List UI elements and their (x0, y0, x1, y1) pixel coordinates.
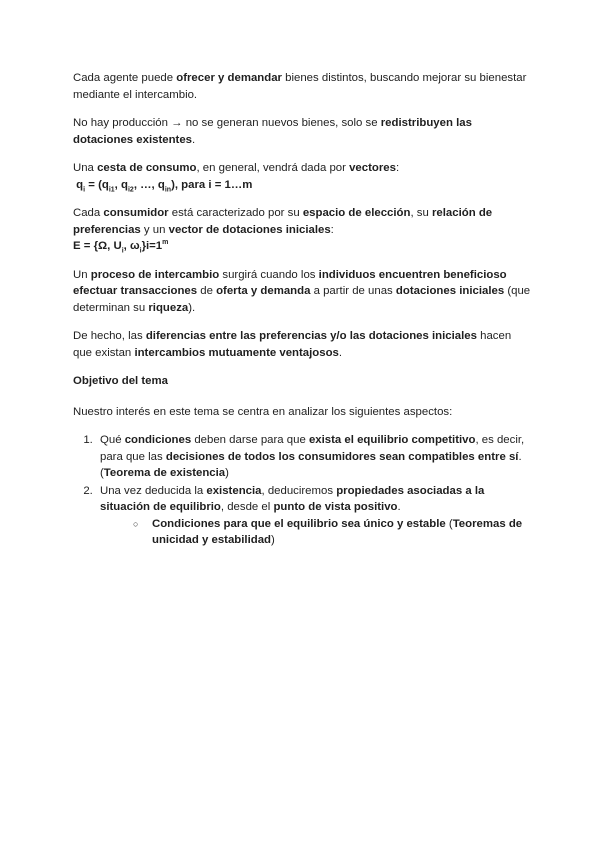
bold-text: diferencias entre las preferencias y/o las dotaciones iniciales (145, 330, 477, 342)
economy-formula (73, 239, 169, 255)
bold-text: Teoremas de unicidad y estabilidad (152, 517, 523, 546)
text: deben darse para que (191, 434, 309, 446)
section-heading: Objetivo del tema (73, 375, 168, 387)
text: ) (225, 467, 229, 479)
text: Un (73, 268, 91, 281)
bold-text: Condiciones para que el equilibrio sea único y estable (152, 517, 446, 530)
text: Cada (73, 207, 104, 219)
text: . ( (100, 450, 522, 479)
bold-text: dotaciones iniciales (395, 285, 505, 297)
paragraph-differences (73, 328, 533, 361)
bold-text: consumidor (103, 207, 169, 219)
bold-text: riqueza (148, 301, 189, 314)
bold-text: intercambios mutuamente ventajosos (134, 346, 339, 359)
text: . (192, 133, 196, 146)
paragraph-interest: Nuestro interés en este tema se centra en analizar los siguientes aspectos: (73, 405, 453, 418)
paragraph-no-production (73, 115, 533, 148)
circle-bullet-icon: ○ (133, 518, 139, 529)
text: , es decir, para que las (100, 434, 525, 463)
text: a partir de unas (310, 285, 396, 297)
text: : (330, 223, 334, 236)
text: ( (445, 517, 453, 530)
bold-text: cesta de consumo (97, 162, 197, 174)
aspects-list (73, 432, 533, 549)
bold-text: individuos encuentren beneficioso efectuar transacciones (73, 268, 507, 297)
text: , desde el (220, 501, 274, 513)
text: Qué (100, 434, 125, 446)
bold-text: espacio de elección (302, 207, 411, 219)
text: , q (114, 178, 128, 191)
text: }i=1 (141, 240, 163, 252)
paragraph-consumer (73, 205, 533, 255)
sub-list (100, 516, 533, 549)
text: : (395, 162, 400, 174)
list-item (96, 432, 533, 482)
text: ) (271, 534, 275, 546)
bold-text: propiedades asociadas a la situación de equilibrio (100, 484, 485, 513)
text: . (397, 501, 401, 513)
subscript: i (83, 185, 86, 193)
text: Cada agente puede (73, 72, 177, 84)
paragraph-exchange-process (73, 267, 533, 317)
paragraph-agents (73, 70, 533, 103)
list-item (96, 483, 533, 549)
bold-text: ofrecer y demandar (176, 72, 282, 84)
text: = (q (85, 178, 109, 191)
text: (que determinan su (73, 285, 531, 314)
bold-text: redistribuyen las dotaciones existentes (73, 117, 472, 146)
text: hacen que existan (73, 330, 512, 359)
sub-list-item (133, 516, 533, 549)
text: q (76, 178, 84, 191)
text: de (197, 285, 217, 297)
document-body (73, 70, 533, 550)
bold-text: proceso de intercambio (90, 268, 220, 281)
text: E = {Ω, U (73, 240, 122, 252)
text: Una vez deducida la (100, 484, 207, 497)
subscript: i (121, 247, 124, 255)
bold-text: punto de vista positivo (273, 501, 398, 513)
subscript: i1 (108, 185, 115, 193)
text: bienes distintos, buscando mejorar su bienestar mediante el intercambio. (73, 72, 527, 101)
text: , deduciremos (261, 484, 337, 497)
text: y un (140, 223, 169, 236)
bold-text: vector de dotaciones iniciales (168, 223, 331, 236)
text: , en general, vendrá dada por (196, 162, 350, 174)
text: , su (410, 207, 432, 219)
bold-text: existencia (206, 484, 262, 497)
text: De hecho, las (73, 330, 146, 342)
text: está caracterizado por su (168, 207, 303, 219)
text: , …, q (133, 178, 165, 191)
paragraph-consumption-basket (73, 160, 533, 193)
text: No hay producción → no se generan nuevos bienes, solo se (73, 117, 381, 129)
bold-text: exista el equilibrio competitivo (308, 434, 476, 446)
bold-text: Teorema de existencia (103, 467, 226, 479)
subscript: in (164, 185, 172, 193)
text: ), para i = 1…m (171, 178, 253, 191)
text: , ω (123, 240, 140, 252)
text: surgirá cuando los (219, 268, 319, 281)
text: ). (188, 301, 196, 314)
text: Una (73, 162, 98, 174)
text: . (338, 346, 343, 359)
basket-formula (73, 179, 252, 191)
bold-text: oferta y demanda (216, 285, 311, 297)
bold-text: relación de preferencias (73, 207, 493, 236)
subscript: i (139, 247, 142, 255)
bold-text: condiciones (124, 434, 192, 446)
bold-text: vectores (349, 162, 396, 174)
bold-text: decisiones de todos los consumidores sean compatibles entre sí (165, 450, 519, 463)
superscript: m (162, 239, 169, 247)
subscript: i2 (127, 185, 134, 193)
